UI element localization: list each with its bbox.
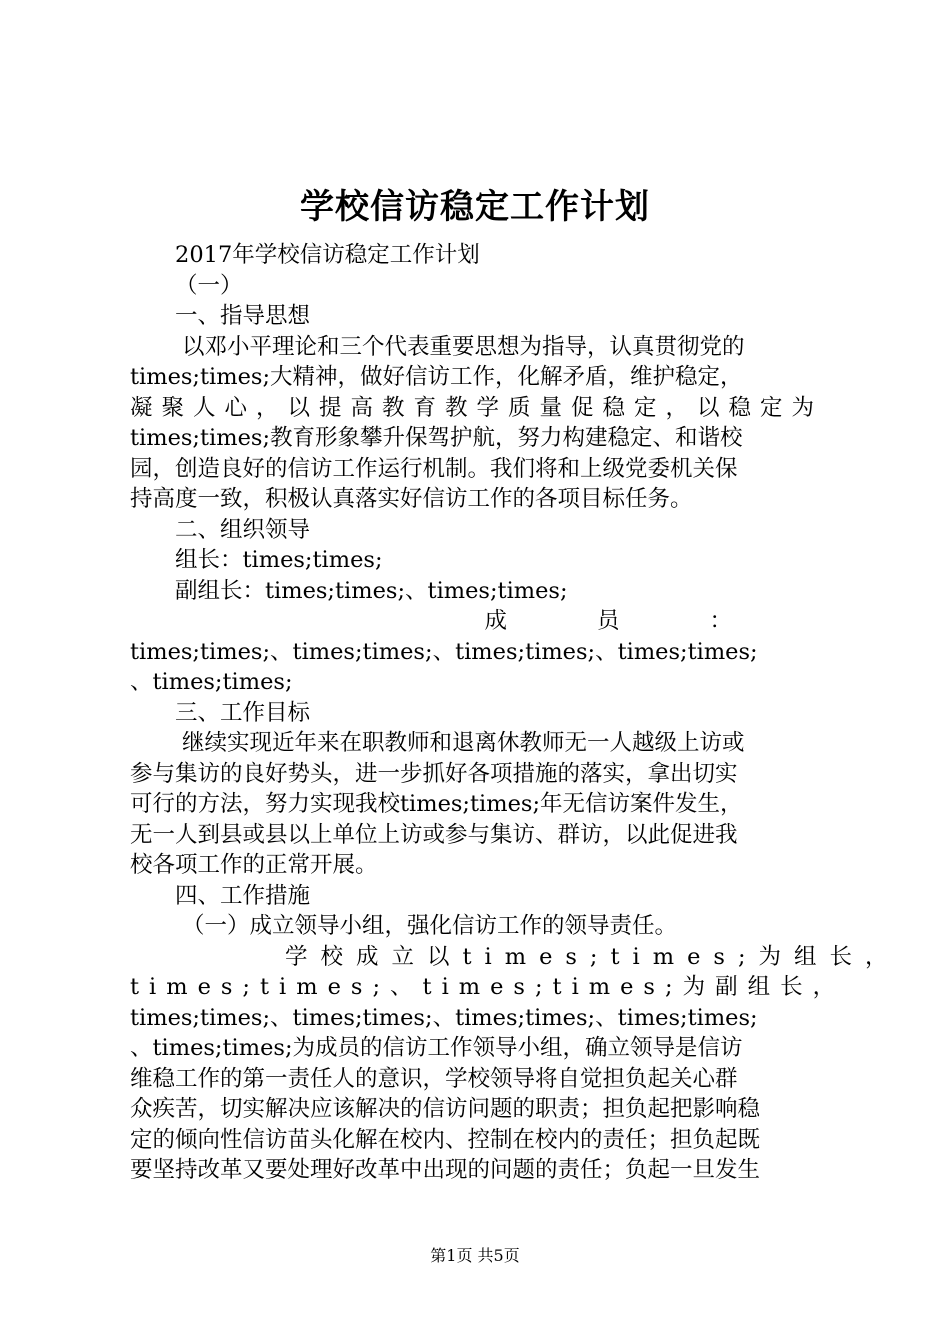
document-body [130, 240, 901, 1186]
paragraph-line: 众疾苦，切实解决应该解决的信访问题的职责；担负起把影响稳 [130, 1096, 761, 1122]
members-label: 成员： [484, 608, 822, 634]
paragraph-line: times;times;教育形象攀升保驾护航，努力构建稳定、和谐校 [130, 425, 743, 451]
paragraph-line: 可行的方法，努力实现我校times;times;年无信访案件发生， [130, 791, 743, 817]
paragraph-line: 要坚持改革又要处理好改革中出现的问题的责任；负起一旦发生 [130, 1157, 761, 1183]
heading-measures: 四、工作措施 [175, 882, 311, 909]
document-title: 学校信访稳定工作计划 [300, 187, 650, 227]
page-footer: 第1页 共5页 [430, 1246, 520, 1265]
paragraph-line: 学校成立以times;times;为组长， [285, 943, 901, 970]
paragraph-line: 校各项工作的正常开展。 [130, 852, 378, 878]
section-number: （一） [175, 272, 243, 299]
paragraph-line: 维稳工作的第一责任人的意识，学校领导将自觉担负起关心群 [130, 1065, 738, 1092]
heading-goals: 三、工作目标 [175, 699, 311, 726]
subheading-line: （一）成立领导小组，强化信访工作的领导责任。 [182, 913, 678, 939]
heading-organization: 二、组织领导 [175, 516, 311, 543]
paragraph-line: 持高度一致，积极认真落实好信访工作的各项目标任务。 [130, 486, 693, 512]
paragraph-line: 参与集访的良好势头，进一步抓好各项措施的落实，拿出切实 [130, 760, 738, 787]
leader-line: 组长：times;times; [175, 547, 383, 573]
heading-guiding: 一、指导思想 [175, 303, 311, 329]
paragraph-line: 凝聚人心，以提高教育教学质量促稳定，以稳定为 [130, 394, 824, 421]
paragraph-line: 以邓小平理论和三个代表重要思想为指导，认真贯彻党的 [182, 333, 745, 360]
members-line: times;times;、times;times;、times;times;、times;times; [130, 638, 758, 665]
paragraph-line: 园，创造良好的信访工作运行机制。我们将和上级党委机关保 [130, 455, 738, 482]
paragraph-line: 、times;times;为成员的信访工作领导小组，确立领导是信访 [130, 1035, 743, 1061]
paragraph-line: times;times;、times;times;为副组长， [130, 974, 846, 1000]
subtitle-line: 2017年学校信访稳定工作计划 [175, 242, 480, 268]
paragraph-line: 定的倾向性信访苗头化解在校内、控制在校内的责任；担负起既 [130, 1126, 761, 1153]
paragraph-line: 无一人到县或县以上单位上访或参与集访、群访，以此促进我 [130, 821, 738, 848]
deputy-leader-line: 副组长：times;times;、times;times; [175, 577, 568, 604]
members-line: 、times;times; [130, 669, 293, 695]
paragraph-line: times;times;、times;times;、times;times;、times;times; [130, 1004, 758, 1031]
paragraph-line: 继续实现近年来在职教师和退离休教师无一人越级上访或 [182, 730, 745, 756]
paragraph-line: times;times;大精神，做好信访工作，化解矛盾，维护稳定， [130, 364, 743, 390]
